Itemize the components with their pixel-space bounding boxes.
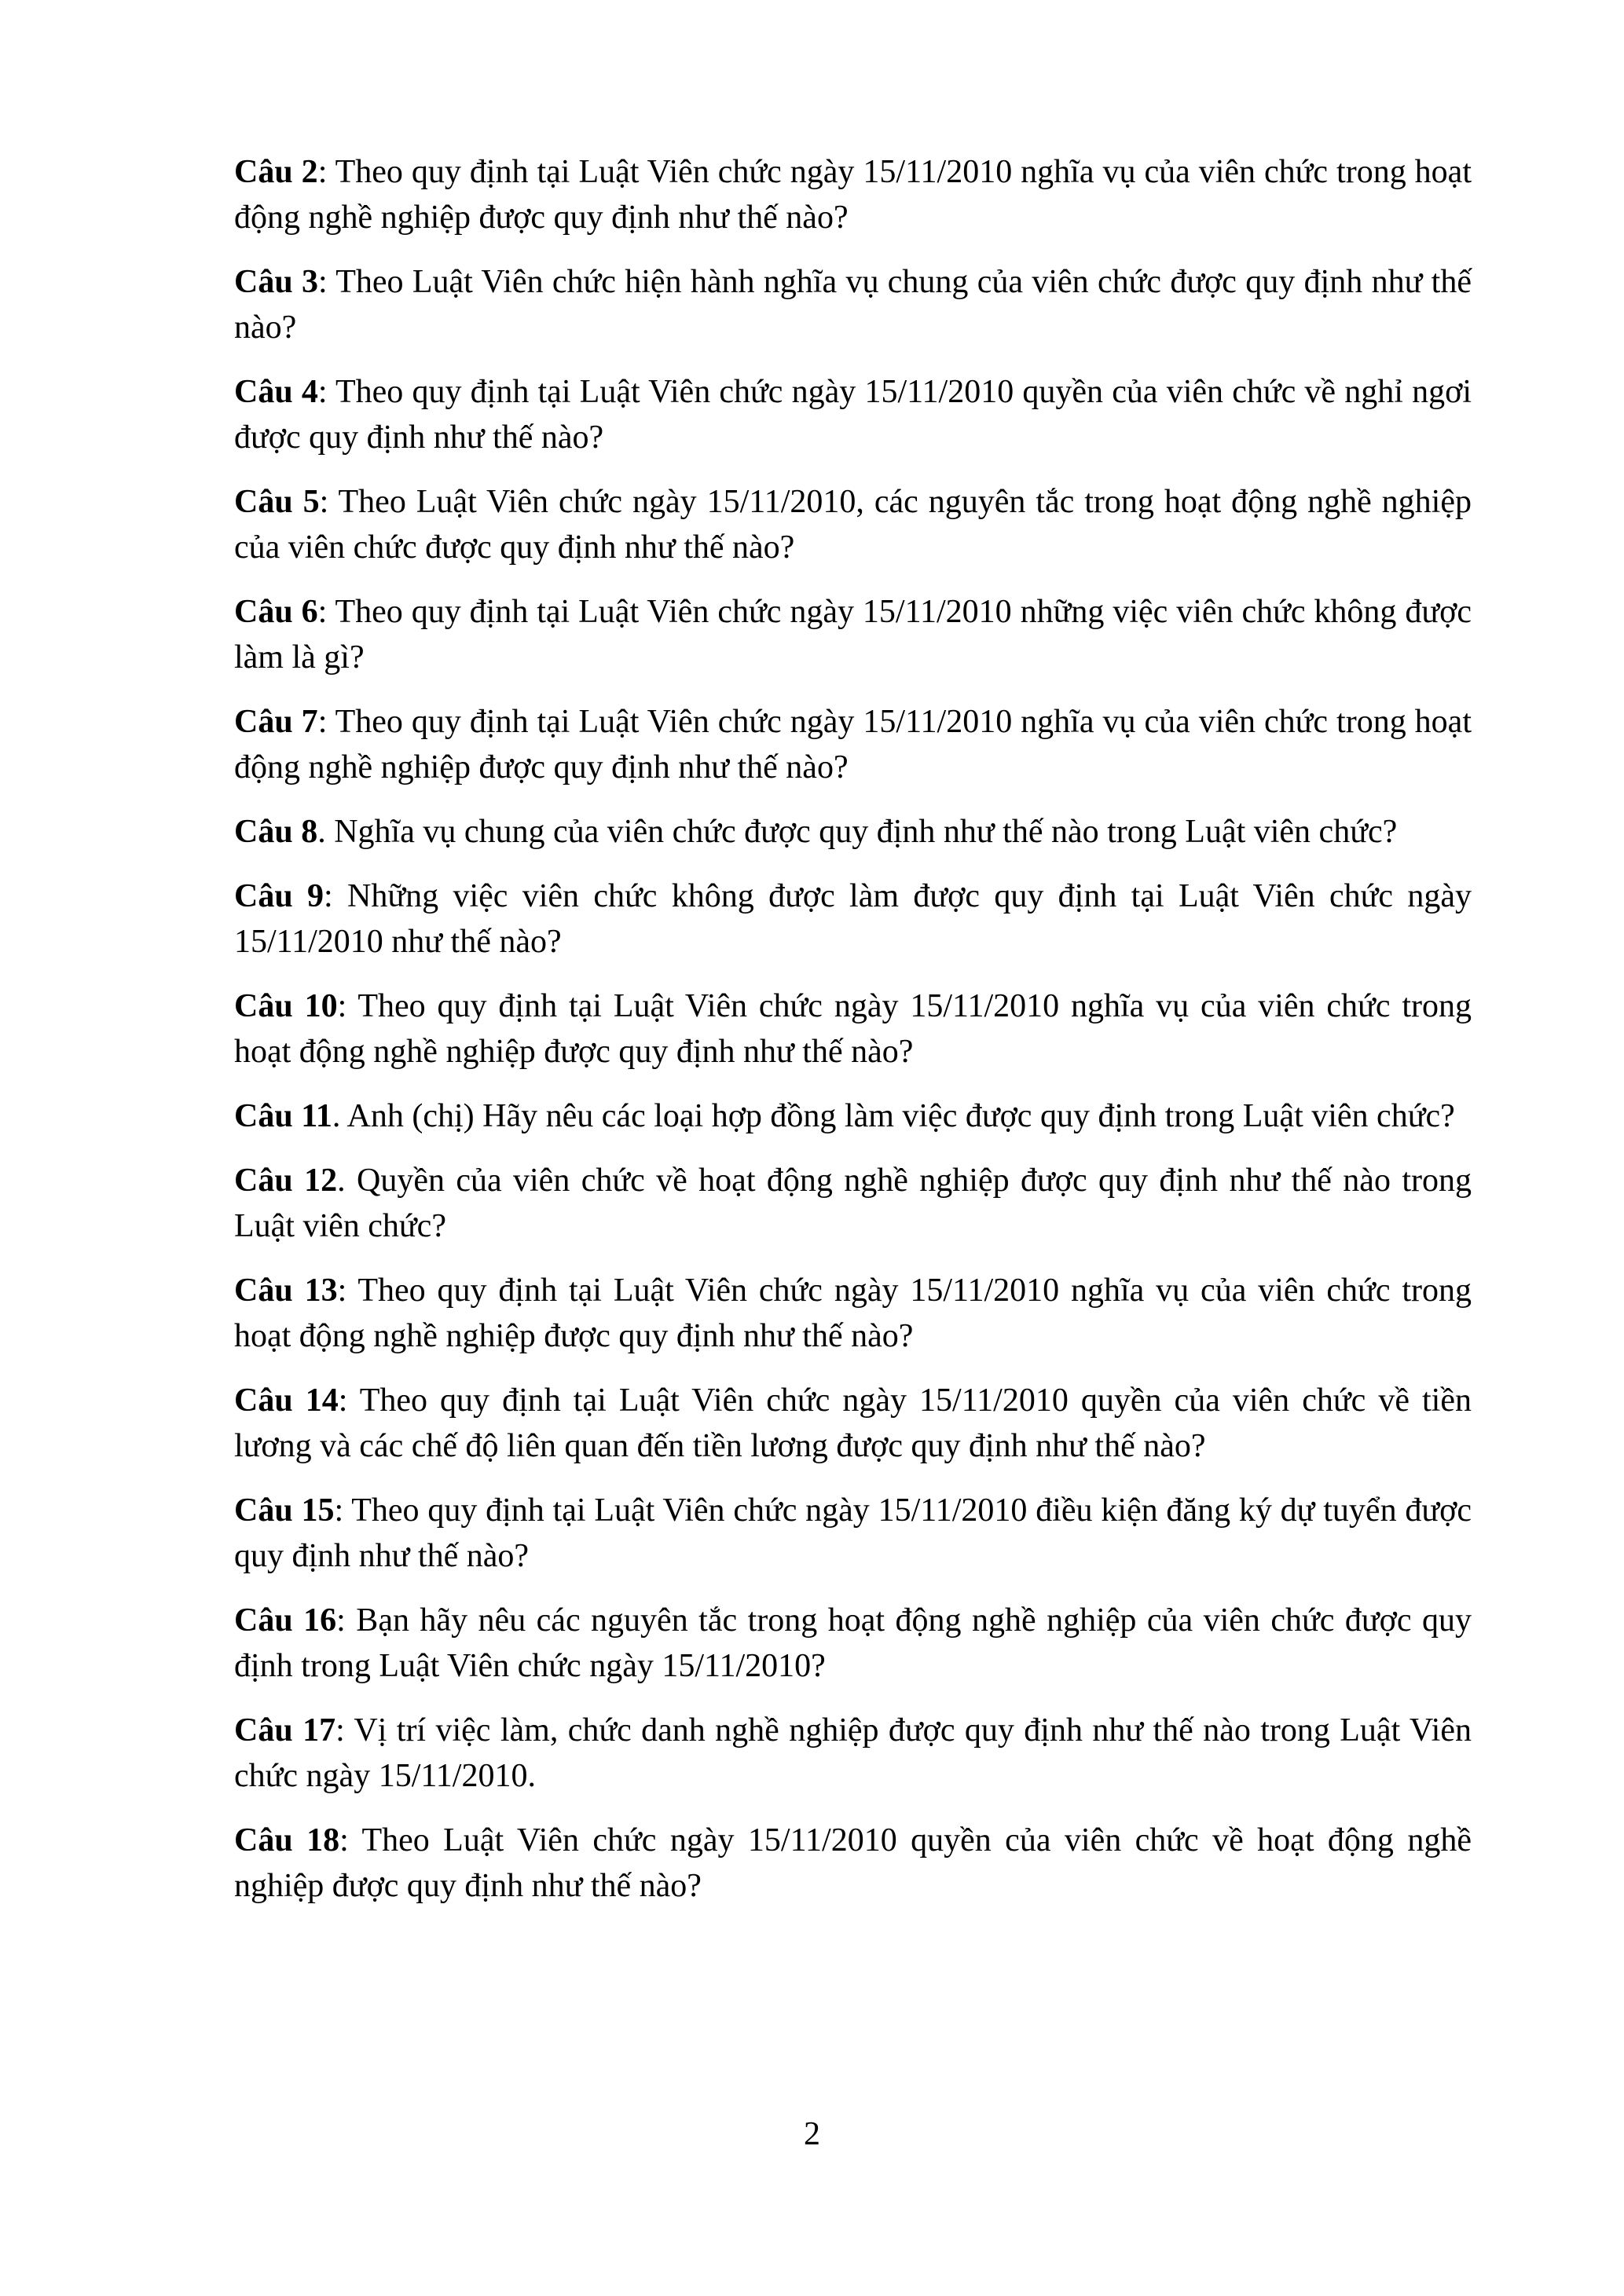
question-label: Câu 3 (234, 264, 319, 300)
question-label: Câu 5 (234, 484, 320, 520)
question-text: : Theo quy định tại Luật Viên chức ngày 15/11/2010 những việc viên chức không được làm là gì? (234, 594, 1472, 676)
question-text: . Anh (chị) Hãy nêu các loại hợp đồng làm việc được quy định trong Luật viên chức? (332, 1098, 1455, 1134)
question-text: : Theo quy định tại Luật Viên chức ngày 15/11/2010 nghĩa vụ của viên chức trong hoạt động nghề nghiệp được quy định như thế nào? (234, 988, 1472, 1070)
question-item (234, 149, 1472, 240)
question-label: Câu 9 (234, 878, 324, 914)
question-text: : Bạn hãy nêu các nguyên tắc trong hoạt động nghề nghiệp của viên chức được quy định trong Luật Viên chức ngày 15/11/2010? (234, 1602, 1472, 1684)
question-item (234, 1378, 1472, 1469)
question-text: : Theo Luật Viên chức hiện hành nghĩa vụ chung của viên chức được quy định như thế nào? (234, 264, 1472, 346)
question-item (234, 1598, 1472, 1689)
question-item (234, 1268, 1472, 1359)
question-label: Câu 7 (234, 704, 318, 740)
page-number: 2 (804, 2116, 820, 2152)
question-item (234, 1093, 1472, 1139)
question-text: : Theo quy định tại Luật Viên chức ngày 15/11/2010 nghĩa vụ của viên chức trong hoạt động nghề nghiệp được quy định như thế nào? (234, 704, 1472, 785)
question-item (234, 1158, 1472, 1249)
question-item (234, 259, 1472, 350)
question-item (234, 1708, 1472, 1799)
question-item (234, 699, 1472, 790)
question-label: Câu 2 (234, 154, 318, 190)
question-label: Câu 8 (234, 814, 318, 850)
question-item (234, 983, 1472, 1075)
question-text: : Theo quy định tại Luật Viên chức ngày 15/11/2010 điều kiện đăng ký dự tuyển được quy định như thế nào? (234, 1492, 1472, 1574)
question-label: Câu 17 (234, 1712, 336, 1749)
question-label: Câu 11 (234, 1098, 332, 1134)
question-label: Câu 13 (234, 1273, 338, 1309)
question-text: : Vị trí việc làm, chức danh nghề nghiệp được quy định như thế nào trong Luật Viên chức ngày 15/11/2010. (234, 1712, 1472, 1794)
question-text: . Quyền của viên chức về hoạt động nghề nghiệp được quy định như thế nào trong Luật viên chức? (234, 1163, 1472, 1244)
question-list (234, 149, 1472, 1928)
question-item (234, 1488, 1472, 1579)
question-text: . Nghĩa vụ chung của viên chức được quy định như thế nào trong Luật viên chức? (317, 814, 1398, 850)
question-text: : Những việc viên chức không được làm được quy định tại Luật Viên chức ngày 15/11/2010 như thế nào? (234, 878, 1472, 960)
question-item (234, 369, 1472, 460)
question-text: : Theo quy định tại Luật Viên chức ngày 15/11/2010 nghĩa vụ của viên chức trong hoạt động nghề nghiệp được quy định như thế nào? (234, 154, 1472, 236)
question-text: : Theo quy định tại Luật Viên chức ngày 15/11/2010 quyền của viên chức về tiền lương và các chế độ liên quan đến tiền lương được quy định như thế nào? (234, 1382, 1472, 1464)
question-label: Câu 10 (234, 988, 338, 1024)
question-label: Câu 15 (234, 1492, 335, 1529)
question-label: Câu 14 (234, 1382, 339, 1419)
question-label: Câu 6 (234, 594, 318, 630)
question-label: Câu 12 (234, 1163, 338, 1199)
question-text: : Theo quy định tại Luật Viên chức ngày 15/11/2010 quyền của viên chức về nghỉ ngơi được quy định như thế nào? (234, 374, 1472, 456)
question-label: Câu 18 (234, 1822, 340, 1858)
question-item (234, 809, 1472, 855)
question-label: Câu 16 (234, 1602, 337, 1639)
question-item (234, 873, 1472, 965)
question-item (234, 479, 1472, 570)
question-item (234, 1818, 1472, 1909)
question-text: : Theo Luật Viên chức ngày 15/11/2010 quyền của viên chức về hoạt động nghề nghiệp được quy định như thế nào? (234, 1822, 1472, 1904)
question-label: Câu 4 (234, 374, 318, 410)
question-item (234, 589, 1472, 680)
question-text: : Theo quy định tại Luật Viên chức ngày 15/11/2010 nghĩa vụ của viên chức trong hoạt động nghề nghiệp được quy định như thế nào? (234, 1273, 1472, 1354)
question-text: : Theo Luật Viên chức ngày 15/11/2010, các nguyên tắc trong hoạt động nghề nghiệp của viên chức được quy định như thế nào? (234, 484, 1472, 566)
